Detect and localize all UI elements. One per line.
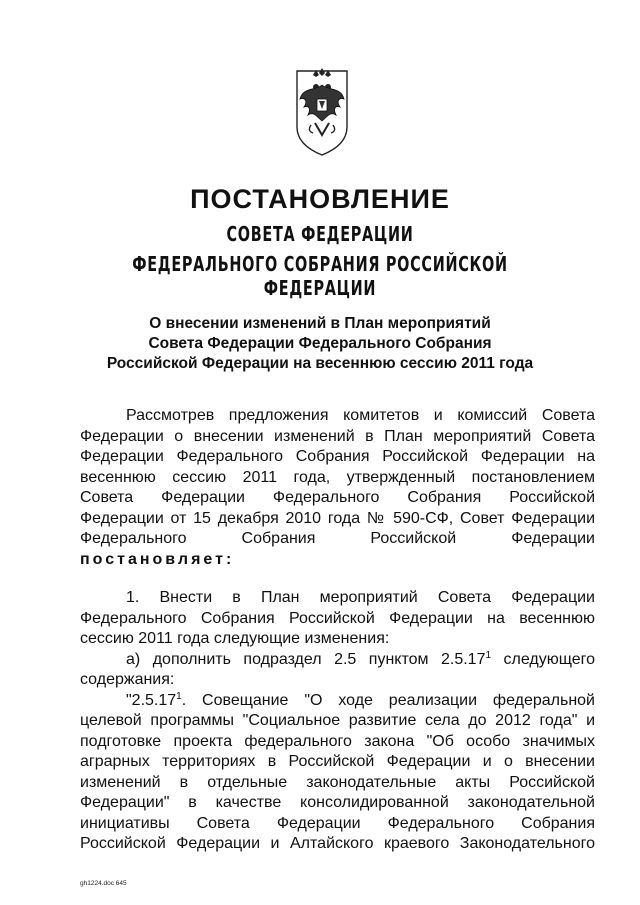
file-reference: gh1224.doc 645 — [80, 880, 127, 887]
text-line: Федерации Федерального Собрания Российской Федерации на — [80, 448, 595, 465]
text-line: весеннюю сессию 2011 года, утвержденный постановлением — [80, 468, 595, 486]
text-line: Федерации" в качестве консолидированной законодательной — [80, 794, 595, 811]
text-line: Российской Федерации и Алтайского краевого Законодательного — [80, 835, 595, 852]
heading-line: О внесении изменений в План мероприятий — [149, 315, 491, 332]
heading-line: Российской Федерации на весеннюю сессию 2011 года — [106, 355, 534, 372]
heading-line: Совета Федерации Федерального Собрания — [148, 335, 492, 352]
item-1-paragraph — [80, 588, 595, 855]
text-line: Рассмотрев предложения комитетов и комиссий Совета — [126, 407, 595, 424]
document-subtitle-2: ФЕДЕРАЛЬНОГО СОБРАНИЯ РОССИЙСКОЙ ФЕДЕРАЦИИ — [132, 252, 508, 300]
text-line: аграрных территориях в Российской Федерации и о внесении — [80, 753, 595, 770]
text-line: подготовке проекта федерального закона "Об особо значимых — [80, 732, 595, 750]
coat-of-arms-emblem — [293, 65, 351, 157]
document-subtitle-1: СОВЕТА ФЕДЕРАЦИИ — [226, 222, 414, 246]
text-line: Федерального Собрания Российской Федерации — [80, 530, 595, 547]
text-line: 1. Внести в План мероприятий Совета Федерации — [126, 589, 595, 606]
text-line: Федерации о внесении изменений в План мероприятий Совета — [80, 427, 595, 445]
item-a-line: а) дополнить подраздел 2.5 пунктом 2.5.17$^1$ следующего — [126, 649, 595, 668]
resolves-word: постановляет: — [80, 550, 235, 568]
text-line: сессию 2011 года следующие изменения: — [80, 630, 390, 647]
text-line: инициативы Совета Федерации Федерального Собрания — [80, 814, 595, 832]
text-line: Федерального Собрания Российской Федерации на весеннюю — [80, 609, 595, 627]
text-line: содержания: — [80, 671, 175, 688]
preamble-paragraph — [80, 406, 595, 570]
text-line: целевой программы "Социальное развитие села до 2012 года" и — [80, 712, 595, 729]
text-line: Совета Федерации Федерального Собрания Российской — [80, 489, 595, 506]
quote-first-line: "2.5.17$^1$. Совещание "О ходе реализации федеральной — [126, 690, 595, 709]
resolution-heading — [0, 314, 640, 374]
document-title: ПОСТАНОВЛЕНИЕ — [190, 184, 450, 214]
text-line: Федерации от 15 декабря 2010 года № 590-СФ, Совет Федерации — [80, 509, 595, 527]
text-line: изменений в отдельные законодательные акты Российской — [80, 773, 595, 791]
